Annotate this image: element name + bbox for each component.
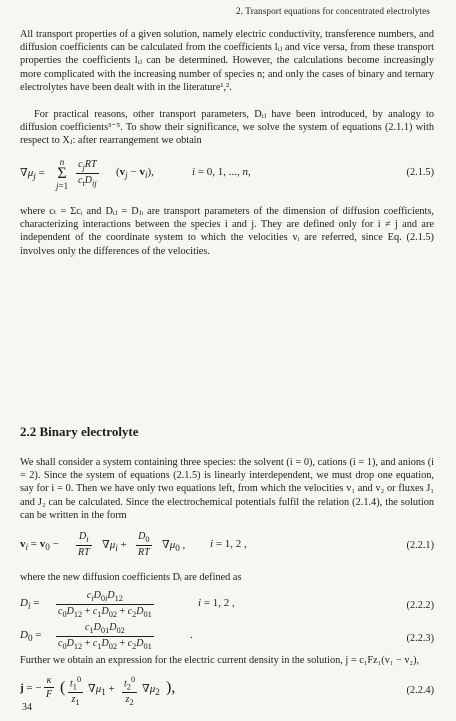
paragraph-where-ct: where cₜ = Σcᵢ and Dᵢⱼ = Dⱼᵢ are transport parameters of the dimension of diffusion coefficients, characterizing interactions between the species i and j. They are defined only for i ≠ j and are independent of the coordinate system to which the velocities vᵢ are referred, since Eq. (2.1.5) involves only the differences of the velocities. (20, 206, 434, 257)
equation-number-2-2-2: (2.2.2) (406, 600, 434, 611)
equation-number-2-2-1: (2.2.1) (406, 540, 434, 551)
paragraph-binary-system: We shall consider a system containing three species: the solvent (i = 0), cations (i = 1), and anions (i = 2). Since the system of equations (2.1.5) is linearly interdependent, we must drop one equation, say for i = 0. Then we have only two equations left, from which the velocities v₁ and v₂ or fluxes J₁ and J₂ can be calculated. Since the electrochemical potentials fulfil the relation (2.1.4), the solution can be written in the form (20, 457, 434, 521)
section-heading: 2.2 Binary electrolyte (20, 424, 139, 439)
paragraph-transport-parameters: For practical reasons, other transport parameters, Dᵢⱼ have been introduced, by analogy to diffusion coefficients³⁻⁵. To show their significance, we solve the system of equations (2.1.1) with respect to Xⱼ: after rearrangement we obtain (20, 109, 434, 147)
paragraph-new-coefficients: where the new diffusion coefficients Dᵢ are defined as (20, 572, 242, 583)
page-number: 34 (22, 702, 32, 713)
paragraph-transport-properties: All transport properties of a given solution, namely electric conductivity, transference numbers, and diffusion coefficients can be calculated from the coefficients lᵢⱼ and vice versa, from these transport properties the coefficients lᵢⱼ can be determined. However, the calculations become increasingly more complicated with the increasing number of species n; and only the cases of binary and ternary electrolytes have been dealt with in the literature¹,². (20, 29, 434, 93)
running-head: 2. Transport equations for concentrated electrolytes (235, 6, 430, 16)
equation-number-2-2-4: (2.2.4) (406, 685, 434, 696)
equation-number-2-2-3: (2.2.3) (406, 633, 434, 644)
equation-number-2-1-5: (2.1.5) (406, 167, 434, 178)
book-page: 2. Transport equations for concentrated electrolytes All transport properties of a given solution, namely electric conductivity, transference numbers, and diffusion coefficients can be calculated from the coefficients lᵢⱼ and vice versa, from these transport properties the coefficients lᵢⱼ can be determined. However, the calculations become increasingly more complicated with the increasing number of species n; and only the cases of binary and ternary electrolytes have been dealt with in the literature¹,². For practical reasons, other transport parameters, Dᵢⱼ have been introduced, by analogy to diffusion coefficients³⁻⁵. To show their significance, we solve the system of equations (2.1.1) with respect to Xⱼ: after rearrangement we obtain $\nabla\mu_j$ = n Σ j=1 $c_jRT$ $c_tD_{ij}$ $(v_j - v_i)$, i = 0, 1, ..., n, (2.1.5) where cₜ = Σcᵢ and Dᵢⱼ = Dⱼᵢ are transport parameters of the dimension of diffusion coefficients, characterizing interactions between the species i and j. They are defined only for i ≠ j and are independent of the coordinate system to which the velocities vᵢ are referred, since Eq. (2.1.5) involves only the differences of the velocities. 2.2 Binary electrolyte We shall consider a system containing three species: the solvent (i = 0), cations (i = 1), and anions (i = 2). Since the system of equations (2.1.5) is linearly interdependent, we must drop one equation, say for i = 0. Then we have only two equations left, from which the velocities v₁ and v₂ or fluxes J₁ and J₂ can be calculated. Since the electrochemical potentials fulfil the relation (2.1.4), the solution can be written in the form $v_i = v_0$ − $\frac{D_i}{RT}$ $\nabla\mu_i$ + $\frac{D_0}{RT}$ $\nabla\mu_0$ , i = 1, 2 , (2.2.1) where the new diffusion coefficients Dᵢ are defined as $D_i$ = $c_iD_{0i}D_{12}$ $c_0D_{12} + c_1D_{02} + c_2D_{01}$ i = 1, 2 , (2.2.2) $D_0$ = $\frac{c_1D_{01}D_{02}}{c_0D_{12} + c_1D_{02} + c_2D_{01}}$ . (2.2.3) Further we obtain an expression for the electric current density in the solution, j = c₁Fz₁(v₁ − v₂), j = − $\frac{\kappa}{F}$ ( $\frac{t_1^0}{z_1}$ $\nabla\mu_1$ + $\frac{t_2^0}{z_2}$ $\nabla\mu_2$ ), (2.2.4) 34 (20, 6, 434, 713)
paragraph-current-density: Further we obtain an expression for the electric current density in the solution, j = c₁Fz₁(v₁ − v₂), (20, 655, 420, 666)
